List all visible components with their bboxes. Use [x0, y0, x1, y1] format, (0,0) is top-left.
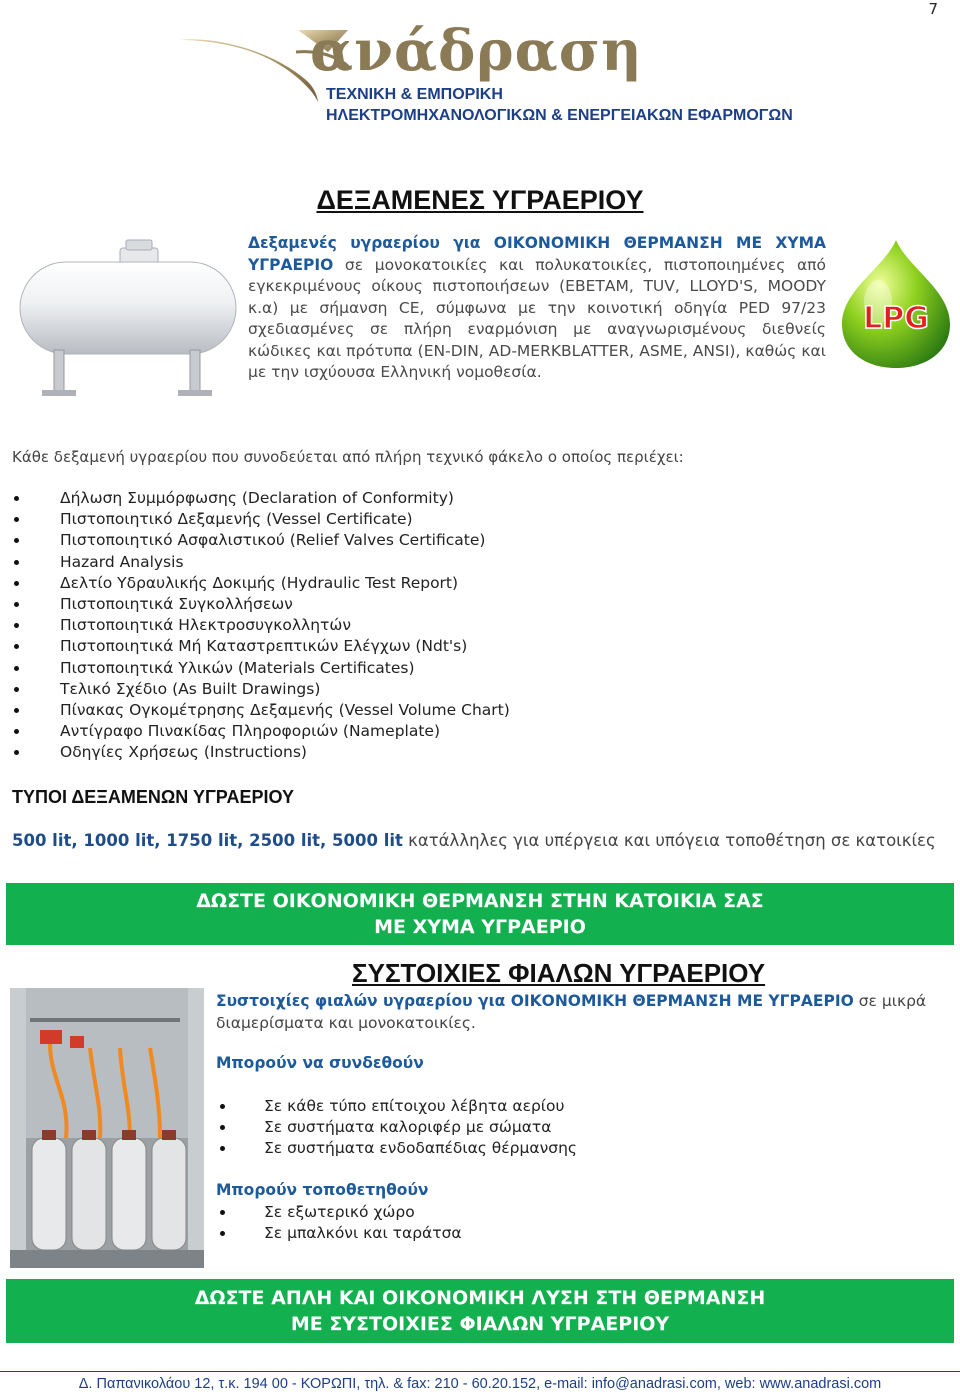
list-item: Σε κάθε τύπο επίτοιχου λέβητα αερίου: [216, 1096, 577, 1117]
list-item: Πιστοποιητικά Ηλεκτροσυγκολλητών: [12, 615, 510, 636]
gas-tank-image: [14, 232, 242, 417]
list-item: Σε συστήματα ενδοδαπέδιας θέρμανσης: [216, 1138, 577, 1159]
tanks-promo-banner: [6, 883, 954, 945]
tank-types-heading: ΤΥΠΟΙ ΔΕΞΑΜΕΝΩΝ ΥΓΡΑΕΡΙΟΥ: [12, 787, 294, 807]
cylinders-intro-bold: Συστοιχίες φιαλών υγραερίου για ΟΙΚΟΝΟΜΙΚΗ ΘΕΡΜΑΝΣΗ ΜΕ ΥΓΡΑΕΡΙΟ: [216, 992, 854, 1010]
list-item: Δελτίο Υδραυλικής Δοκιμής (Hydraulic Test Report): [12, 573, 510, 594]
tanks-intro-bold: Δεξαμενές υγραερίου για ΟΙΚΟΝΟΜΙΚΗ ΘΕΡΜΑΝΣΗ ΜΕ ΧΥΜΑ ΥΓΡΑΕΡΙΟ: [248, 234, 826, 274]
company-logo-text: ανάδραση: [310, 18, 643, 84]
cylinders-title: ΣΥΣΤΟΙΧΙΕΣ ΦΙΑΛΩΝ ΥΓΡΑΕΡΙΟΥ: [352, 958, 766, 988]
list-item: Πίνακας Ογκομέτρησης Δεξαμενής (Vessel Volume Chart): [12, 700, 510, 721]
tank-sizes-paragraph: [12, 830, 950, 852]
list-item: Σε μπαλκόνι και ταράτσα: [216, 1223, 462, 1244]
install-list: [216, 1202, 462, 1244]
company-subtitle: [326, 84, 793, 126]
list-item: Σε συστήματα καλοριφέρ με σώματα: [216, 1117, 577, 1138]
can-connect-heading: Μπορούν να συνδεθούν: [216, 1054, 424, 1072]
tanks-banner-line-2: ΜΕ ΧΥΜΑ ΥΓΡΑΕΡΙΟ: [374, 916, 586, 938]
footer-contact-text: Δ. Παπανικολάου 12, τ.κ. 194 00 - ΚΟΡΩΠΙ, τηλ. & fax: 210 - 60.20.152, e-mail: info@anadrasi.com, web: www.anadrasi.com: [78, 1376, 882, 1392]
cylinders-banner-line-1: ΔΩΣΤΕ ΑΠΛΗ ΚΑΙ ΟΙΚΟΝΟΜΙΚΗ ΛΥΣΗ ΣΤΗ ΘΕΡΜΑΝΣΗ: [194, 1287, 766, 1309]
subtitle-line-2: ΗΛΕΚΤΡΟΜΗΧΑΝΟΛΟΓΙΚΩΝ & ΕΝΕΡΓΕΙΑΚΩΝ ΕΦΑΡΜΟΓΩΝ: [326, 107, 793, 124]
can-install-heading: Μπορούν τοποθετηθούν: [216, 1181, 429, 1199]
lpg-drop-logo-icon: [838, 238, 954, 370]
cylinders-intro-paragraph: [216, 990, 952, 1034]
list-item: Σε εξωτερικό χώρο: [216, 1202, 462, 1223]
tanks-intro-paragraph: [248, 233, 826, 384]
subtitle-line-1: ΤΕΧΝΙΚΗ & ΕΜΠΟΡΙΚΗ: [326, 86, 503, 103]
lpg-badge-text: LPG: [863, 301, 929, 336]
list-item: Δήλωση Συμμόρφωσης (Declaration of Conformity): [12, 488, 510, 509]
cylinders-banner-line-2: ΜΕ ΣΥΣΤΟΙΧΙΕΣ ΦΙΑΛΩΝ ΥΓΡΑΕΡΙΟΥ: [290, 1313, 670, 1335]
cylinders-promo-banner: [6, 1279, 954, 1343]
documents-list: [12, 488, 510, 764]
tanks-banner-line-1: ΔΩΣΤΕ ΟΙΚΟΝΟΜΙΚΗ ΘΕΡΜΑΝΣΗ ΣΤΗΝ ΚΑΤΟΙΚΙΑ ΣΑΣ: [196, 890, 764, 912]
footer-divider: [0, 1371, 960, 1372]
list-item: Πιστοποιητικά Συγκολλήσεων: [12, 594, 510, 615]
list-item: Πιστοποιητικό Ασφαλιστικού (Relief Valves Certificate): [12, 530, 510, 551]
list-item: Πιστοποιητικά Υλικών (Materials Certificates): [12, 658, 510, 679]
connect-list: [216, 1096, 577, 1160]
cylinders-intro-text: σε μικρά διαμερίσματα και μονοκατοικίες.: [216, 992, 927, 1032]
list-item: Πιστοποιητικά Μή Καταστρεπτικών Ελέγχων (Ndt's): [12, 636, 510, 657]
list-item: Οδηγίες Χρήσεως (Instructions): [12, 742, 510, 763]
list-item: Hazard Analysis: [12, 552, 510, 573]
tanks-title: ΔΕΞΑΜΕΝΕΣ ΥΓΡΑΕΡΙΟΥ: [316, 185, 644, 215]
page-number: 7: [928, 0, 938, 18]
tank-sizes-text: κατάλληλες για υπέργεια και υπόγεια τοποθέτηση σε κατοικίες: [402, 831, 936, 850]
tank-sizes-bold: 500 lit, 1000 lit, 1750 lit, 2500 lit, 5000 lit: [12, 831, 403, 850]
list-item: Πιστοποιητικό Δεξαμενής (Vessel Certificate): [12, 509, 510, 530]
tanks-intro-text: σε μονοκατοικίες και πολυκατοικίες, πιστοποιημένες από εγκεκριμένους οίκους πιστοποιήσεων (ΕΒΕΤΑΜ, TUV, LLOYD'S, MOODY κ.α) με σήμανση CE, σύμφωνα με την κοινοτική οδηγία PED 97/23 σχεδιασμένες σε πλήρη εναρμόνιση με αναγνωρισμένους διεθνείς κώδικες και πρότυπα (EN-DIN, AD-MERKBLATTER, ASME, ANSI), καθώς και με την ισχύουσα Ελληνική νομοθεσία.: [248, 255, 826, 381]
gas-cylinders-photo: [10, 988, 204, 1268]
list-item: Αντίγραφο Πινακίδας Πληροφοριών (Nameplate): [12, 721, 510, 742]
list-item: Τελικό Σχέδιο (As Built Drawings): [12, 679, 510, 700]
documents-lead-text: Κάθε δεξαμενή υγραερίου που συνοδεύεται από πλήρη τεχνικό φάκελο ο οποίος περιέχει:: [12, 448, 684, 466]
